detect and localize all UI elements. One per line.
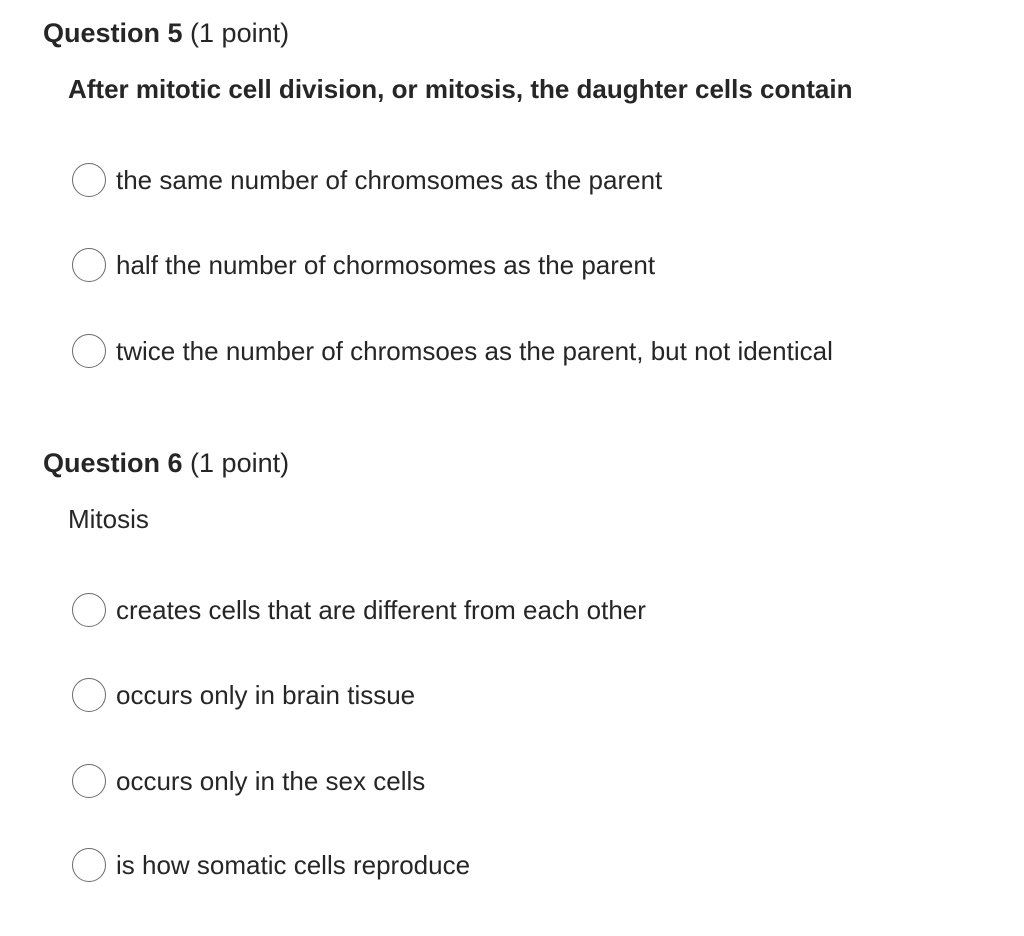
answer-label[interactable]: is how somatic cells reproduce <box>116 849 471 880</box>
question-header <box>43 18 289 49</box>
radio-button[interactable] <box>72 678 106 712</box>
question-text: After mitotic cell division, or mitosis, the daughter cells contain <box>68 74 853 104</box>
question-text: Mitosis <box>68 504 149 534</box>
question-header <box>43 448 289 479</box>
question-title: Question 5 <box>43 18 183 48</box>
radio-button[interactable] <box>72 764 106 798</box>
radio-button[interactable] <box>72 334 106 368</box>
radio-button[interactable] <box>72 248 106 282</box>
answer-label[interactable]: twice the number of chromsoes as the parent, but not identical <box>116 335 833 366</box>
answer-label[interactable]: the same number of chromsomes as the parent <box>116 164 663 195</box>
question-title: Question 6 <box>43 448 183 478</box>
answer-label[interactable]: creates cells that are different from each other <box>116 594 646 625</box>
radio-button[interactable] <box>72 163 106 197</box>
answer-option[interactable] <box>72 160 662 200</box>
answer-label[interactable]: occurs only in the sex cells <box>116 765 426 796</box>
answer-option[interactable] <box>72 590 646 630</box>
answer-option[interactable] <box>72 845 470 885</box>
answer-option[interactable] <box>72 245 655 285</box>
answer-label[interactable]: half the number of chormosomes as the parent <box>116 249 656 280</box>
answer-option[interactable] <box>72 761 425 801</box>
answer-option[interactable] <box>72 331 833 371</box>
radio-button[interactable] <box>72 848 106 882</box>
question-points: (1 point) <box>190 18 290 48</box>
question-points: (1 point) <box>190 448 290 478</box>
answer-label[interactable]: occurs only in brain tissue <box>116 679 416 710</box>
answer-option[interactable] <box>72 675 415 715</box>
radio-button[interactable] <box>72 593 106 627</box>
